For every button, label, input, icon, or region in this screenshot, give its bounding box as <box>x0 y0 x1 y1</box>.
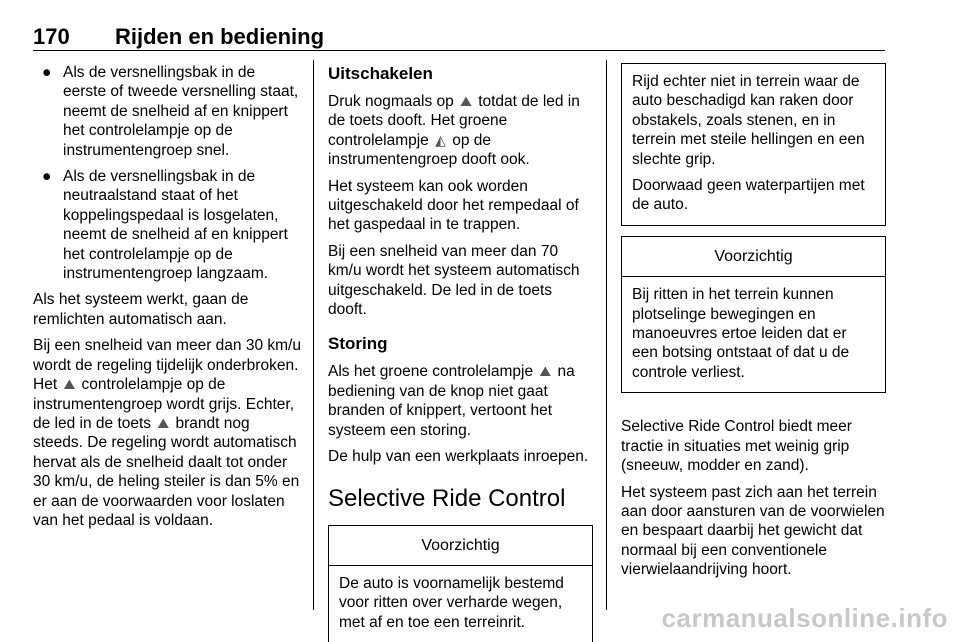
column-divider <box>313 60 314 610</box>
paragraph: Selective Ride Control biedt meer tractie in situaties met weinig grip (sneeuw, modder en zand). <box>621 418 852 475</box>
heading-storing: Storing <box>328 334 388 354</box>
caution-title: Voorzichtig <box>622 237 885 277</box>
paragraph: Als het groene controlelampje ⛰ na bediening van de knop niet gaat branden of knippert, vertoont het systeem een storing. <box>328 363 575 439</box>
caution-body: Rijd echter niet in terrein waar de auto beschadigd kan raken door obstakels, zoals stenen, en in terrein met steile hellingen en een slechte grip. Doorwaad geen waterpartijen met de auto. <box>632 73 865 214</box>
caution-body: Bij ritten in het terrein kunnen plotselinge bewegingen en manoeuvres ertoe leiden dat er een botsing ontstaat of dat u de controle verliest. <box>632 286 850 381</box>
section-title: Selective Ride Control <box>328 484 566 512</box>
paragraph: Het systeem past zich aan het terrein aan door aansturen van de voorwielen en bespaart daarbij het gewicht dat normaal bij een conventionele vierwielaandrijving hoort. <box>621 483 885 579</box>
caution-box-continued <box>621 63 886 226</box>
column-2 <box>328 63 593 642</box>
caution-box <box>328 525 593 642</box>
bullet-list <box>33 63 301 283</box>
paragraph: Druk nogmaals op ⛰ totdat de led in de toets dooft. Het groene controlelampje ◭ op de instrumentengroep dooft ook. <box>328 93 580 169</box>
paragraph: Het systeem kan ook worden uitgeschakeld door het rempedaal of het gaspedaal in te trappen. <box>328 177 579 234</box>
paragraph: Als het systeem werkt, gaan de remlichten automatisch aan. <box>33 291 249 328</box>
page-header <box>33 22 885 51</box>
list-item: ● Als de versnellingsbak in de eerste of tweede versnelling staat, neemt de snelheid af en knippert het controlelampje op de instrumentengroep snel. <box>42 64 299 159</box>
column-3 <box>621 63 886 587</box>
hill-descent-icon: ⛰ <box>63 376 76 393</box>
list-item: ● Als de versnellingsbak in de neutraalstand staat of het koppelingspedaal is losgelaten, neemt de snelheid af en knippert het controlelampje op de instrumentengroep langzaam. <box>42 168 288 283</box>
hill-descent-icon: ⛰ <box>157 414 170 431</box>
bullet-icon: ● <box>42 168 52 186</box>
heading-uitschakelen: Uitschakelen <box>328 64 433 83</box>
hill-descent-icon: ⛰ <box>539 363 552 380</box>
paragraph: De hulp van een werkplaats inroepen. <box>328 448 589 466</box>
watermark: carmanualsonline.info <box>661 603 948 633</box>
column-1 <box>33 63 301 537</box>
bullet-icon: ● <box>42 64 52 81</box>
paragraph: Bij een snelheid van meer dan 30 km/u wordt de regeling tijdelijk onderbroken. Het ⛰ controlelampje op de instrumentengroep wordt grijs. Echter, de led in de toets ⛰ brandt nog steeds. De regeling wordt automatisch hervat als de snelheid daalt tot onder 30 km/u, de heling steiler is dan 5% en er aan de voorwaarden voor loslaten van het pedaal is voldaan. <box>33 337 301 529</box>
paragraph: Bij een snelheid van meer dan 70 km/u wordt het systeem automatisch uitgeschakeld. De led in de toets dooft. <box>328 242 580 319</box>
hill-descent-icon: ⛰ <box>460 93 472 109</box>
caution-box <box>621 236 886 393</box>
column-divider <box>606 60 607 610</box>
hill-descent-lamp-icon: ◭ <box>435 131 446 148</box>
chapter-title: Rijden en bediening <box>115 24 325 49</box>
page-number: 170 <box>33 24 70 49</box>
caution-body: De auto is voornamelijk bestemd voor ritten over verharde wegen, met af en toe een terreinrit. <box>339 574 564 631</box>
caution-title: Voorzichtig <box>329 526 592 566</box>
